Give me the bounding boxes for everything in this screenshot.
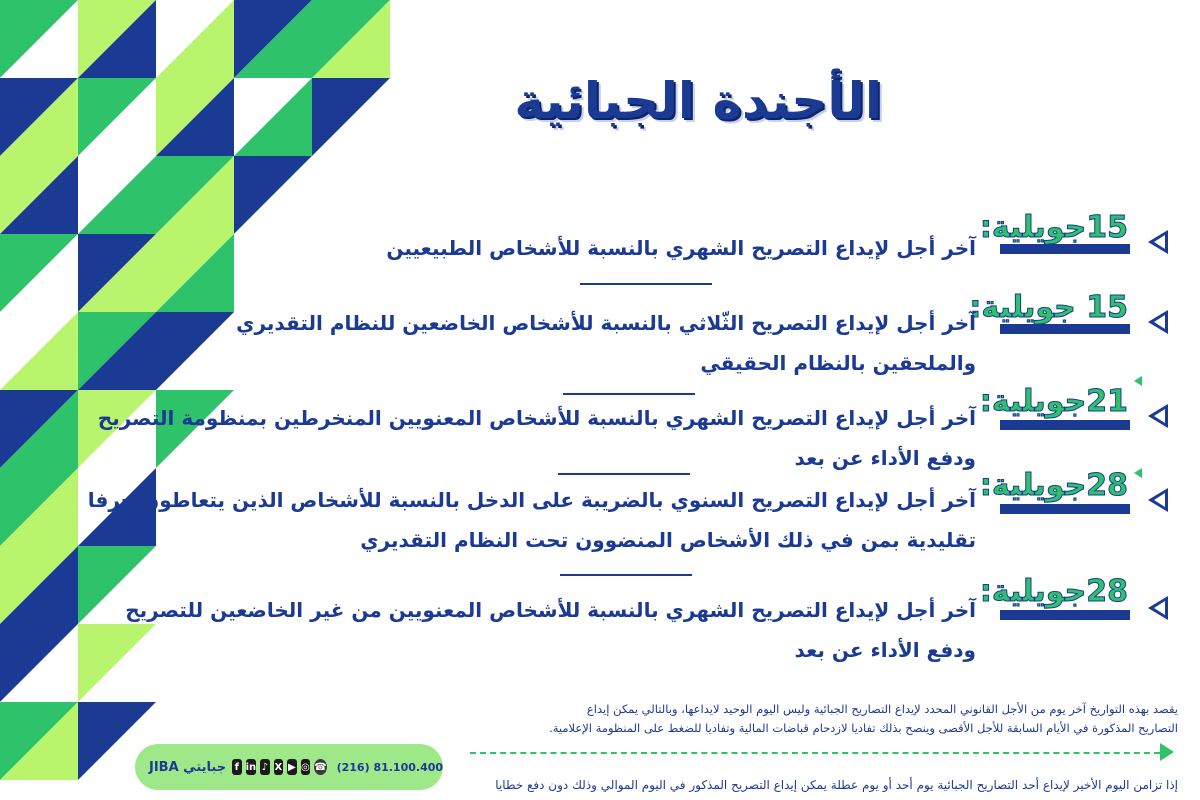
x-icon[interactable]: X — [274, 759, 284, 775]
agenda-description — [386, 228, 976, 268]
separator-line — [580, 283, 712, 285]
triangle-pointer-icon — [1148, 310, 1168, 334]
date-underline — [1000, 420, 1130, 430]
agenda-item — [0, 206, 1200, 260]
instagram-icon[interactable]: ◎ — [301, 759, 311, 775]
linkedin-icon[interactable]: in — [246, 759, 257, 775]
agenda-line: آخر أجل لإيداع التصريح الشهري بالنسبة للأشخاص الطبيعيين — [386, 236, 976, 260]
pattern-triangle — [312, 78, 390, 156]
contact-footer — [135, 744, 443, 790]
holiday-note: إذا تزامن اليوم الأخير لإيداع أحد التصاريح الجبائية يوم أحد أو يوم عطلة يمكن إيداع التصريح المذكور في اليوم الموالي وذلك دون دفع خطايا — [495, 778, 1178, 792]
agenda-item — [0, 376, 1200, 470]
separator-line — [563, 393, 695, 395]
agenda-description — [236, 303, 976, 383]
note-line: يقصد بهذه التواريخ آخر يوم من الأجل القانوني المحدد لإيداع التصاريح الجبائية وليس اليوم الوحيد لايداعها، وبالتالي يمكن إيداع — [586, 702, 1178, 716]
agenda-line: آخر أجل لإيداع التصريح السنوي بالضريبة على الدخل بالنسبة للأشخاص الذين يتعاطون حرفا — [87, 488, 976, 512]
jibayati-logo: JIBA جبايتي — [149, 759, 227, 775]
page-title: الأجندة الجبائية — [514, 72, 882, 130]
agenda-date: 15جويلية: — [979, 210, 1128, 245]
agenda-date: 28جويلية: — [979, 574, 1128, 609]
agenda-line: آخر أجل لإيداع التصريح الشهري بالنسبة للأشخاص المعنويين المنخرطين بمنظومة التصريح — [97, 406, 976, 430]
pattern-triangle — [390, 0, 468, 78]
facebook-icon[interactable]: f — [232, 759, 242, 775]
date-underline — [1000, 244, 1130, 254]
triangle-pointer-icon — [1148, 488, 1168, 512]
agenda-line: والملحقين بالنظام الحقيقي — [700, 351, 976, 375]
green-triangle-icon — [1160, 743, 1174, 761]
agent-icon: ☎ — [314, 759, 326, 775]
note-line: التصاريح المذكورة في الأيام السابقة للأجل الأقصى وينصح بذلك تفاديا لازدحام قباضات المالية وتفاديا للضغط على المنظومة الإعلامية. — [549, 721, 1178, 735]
agenda-description — [125, 590, 976, 670]
date-underline — [1000, 504, 1130, 514]
small-triangle-icon — [1134, 468, 1142, 478]
pattern-triangle — [234, 234, 312, 312]
agenda-item — [0, 464, 1200, 552]
agenda-line: ودفع الأداء عن بعد — [794, 638, 976, 662]
agenda-line: ودفع الأداء عن بعد — [794, 446, 976, 470]
agenda-line: آخر أجل لإيداع التصريح الشهري بالنسبة للأشخاص المعنويين من غير الخاضعين للتصريح — [125, 598, 976, 622]
date-underline — [1000, 610, 1130, 620]
agenda-description — [88, 480, 976, 560]
agenda-description — [98, 398, 976, 478]
triangle-pointer-icon — [1148, 404, 1168, 428]
agenda-date: 28جويلية: — [979, 468, 1128, 503]
pattern-triangle — [156, 312, 234, 390]
agenda-line: تقليدية بمن في ذلك الأشخاص المنضوون تحت النظام التقديري — [360, 528, 976, 552]
separator-line — [560, 574, 692, 576]
dashed-divider — [470, 752, 1160, 754]
date-underline — [1000, 324, 1130, 334]
agenda-date: 21جويلية: — [979, 384, 1128, 419]
triangle-pointer-icon — [1148, 596, 1168, 620]
agenda-line: آخر أجل لإيداع التصريح الثّلاثي بالنسبة للأشخاص الخاضعين للنظام التقديري — [236, 311, 976, 335]
separator-line — [558, 473, 690, 475]
agenda-item — [0, 568, 1200, 662]
agenda-date: 15 جويلية: — [969, 290, 1128, 325]
agenda-item — [0, 290, 1200, 375]
tiktok-icon[interactable]: ♪ — [260, 759, 270, 775]
triangle-pointer-icon — [1148, 230, 1168, 254]
small-triangle-icon — [1134, 376, 1142, 386]
youtube-icon[interactable]: ▶ — [287, 759, 297, 775]
phone-number[interactable]: (216) 81.100.400 — [336, 760, 444, 774]
disclaimer-note — [549, 700, 1178, 738]
